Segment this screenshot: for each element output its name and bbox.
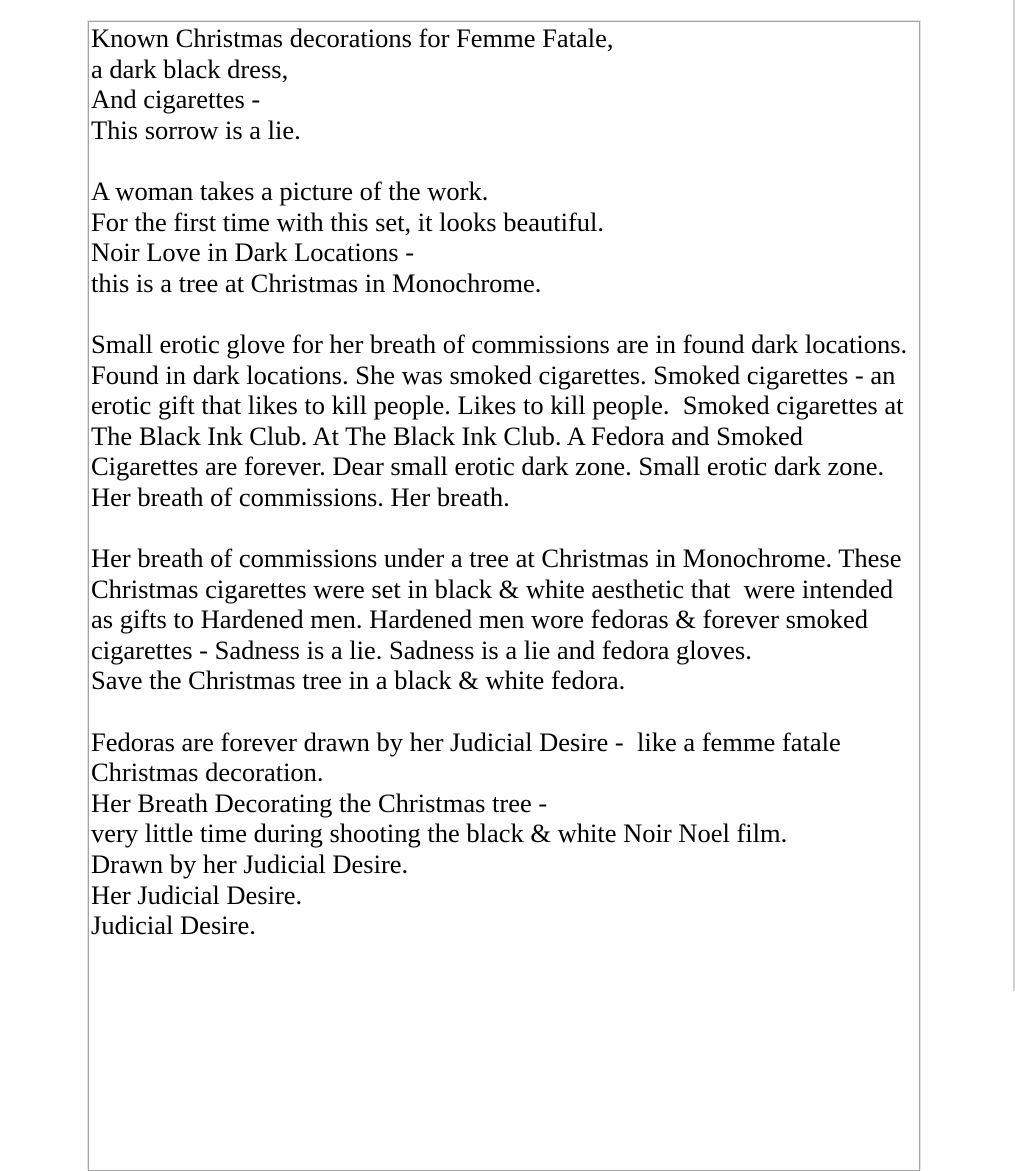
poem-line: this is a tree at Christmas in Monochrome. (91, 267, 542, 298)
poem-line: Found in dark locations. She was smoked cigarettes. Smoked cigarettes - an (91, 359, 896, 390)
poem-line: This sorrow is a lie. (91, 114, 301, 145)
blank-line (91, 145, 915, 176)
poem-line: Her breath of commissions. Her breath. (91, 481, 510, 512)
poem-line: erotic gift that likes to kill people. Likes to kill people. Smoked cigarettes at (91, 390, 904, 421)
poem-line: Drawn by her Judicial Desire. (91, 849, 409, 880)
poem-line: Christmas cigarettes were set in black & white aesthetic that were intended (91, 573, 894, 604)
blank-line (91, 513, 915, 544)
poem-line: Known Christmas decorations for Femme Fatale, (91, 23, 614, 53)
blank-line (91, 696, 915, 727)
poem-line: Noir Love in Dark Locations - (91, 237, 415, 268)
document-page[interactable] (88, 21, 920, 1171)
poem-line: Save the Christmas tree in a black & white fedora. (91, 665, 626, 696)
poem-text[interactable] (89, 22, 919, 941)
poem-line: And cigarettes - (91, 84, 261, 115)
poem-line: Small erotic glove for her breath of commissions are in found dark locations. (91, 328, 908, 359)
poem-line: very little time during shooting the black & white Noir Noel film. (91, 818, 788, 849)
poem-line: Christmas decoration. (91, 757, 324, 788)
poem-line: Judicial Desire. (91, 910, 256, 941)
poem-line: For the first time with this set, it looks beautiful. (91, 206, 605, 237)
poem-line: a dark black dress, (91, 53, 289, 84)
poem-line: The Black Ink Club. At The Black Ink Club. A Fedora and Smoked (91, 420, 803, 451)
poem-line: Fedoras are forever drawn by her Judicial Desire - like a femme fatale (91, 726, 841, 757)
poem-line: Cigarettes are forever. Dear small erotic dark zone. Small erotic dark zone. (91, 451, 885, 482)
poem-line: Her Breath Decorating the Christmas tree - (91, 787, 548, 818)
poem-line: Her Judicial Desire. (91, 879, 303, 910)
poem-line: A woman takes a picture of the work. (91, 175, 489, 206)
poem-line: Her breath of commissions under a tree at Christmas in Monochrome. These (91, 543, 902, 574)
poem-line: as gifts to Hardened men. Hardened men wore fedoras & forever smoked (91, 604, 869, 635)
blank-line (91, 298, 915, 329)
poem-line: cigarettes - Sadness is a lie. Sadness is a lie and fedora gloves. (91, 634, 752, 665)
